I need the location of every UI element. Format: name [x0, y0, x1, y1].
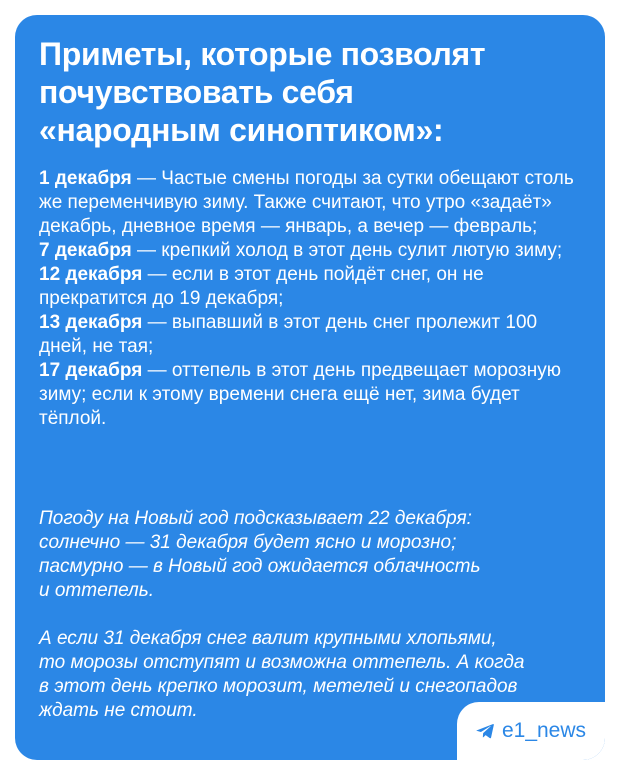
omen-entry — [39, 239, 589, 263]
omen-date: 13 декабря — [39, 312, 143, 333]
omen-date: 17 декабря — [39, 360, 143, 381]
paragraph-line: ждать не стоит. — [39, 700, 198, 721]
omen-entry — [39, 167, 589, 239]
omen-text: — крепкий холод в этот день сулит лютую зиму; — [131, 240, 563, 261]
paragraph-line: пасмурно — в Новый год ожидается облачность — [39, 556, 481, 577]
omen-text: — Частые смены погоды за сутки обещают столь же переменчивую зиму. Также считают, что утро «задаёт» декабрь, дневное время — январь, а вечер — февраль; — [39, 168, 574, 237]
paragraph-line: в этот день крепко морозит, метелей и снегопадов — [39, 676, 518, 697]
channel-badge[interactable] — [457, 702, 605, 760]
info-card — [15, 15, 605, 760]
omen-entry — [39, 359, 589, 431]
omen-entry — [39, 263, 589, 311]
paragraph-line: Погоду на Новый год подсказывает 22 декабря: — [39, 508, 472, 529]
omen-date: 7 декабря — [39, 240, 132, 261]
title-line: почувствовать себя — [39, 74, 354, 110]
paragraph-line: солнечно — 31 декабря будет ясно и морозно; — [39, 532, 457, 553]
omen-date: 12 декабря — [39, 264, 143, 285]
omen-entry — [39, 311, 589, 359]
title-line: Приметы, которые позволят — [39, 36, 486, 72]
card-title — [39, 35, 579, 149]
title-line: «народным синоптиком»: — [39, 112, 444, 148]
paragraph-line: то морозы отступят и возможна оттепель. А когда — [39, 652, 525, 673]
paragraph-line: и оттепель. — [39, 580, 155, 601]
omens-list — [39, 167, 589, 431]
new-year-paragraph — [39, 507, 589, 603]
paragraph-line: А если 31 декабря снег валит крупными хлопьями, — [39, 628, 497, 649]
omen-text: — оттепель в этот день предвещает морозную зиму; если к этому времени снега ещё нет, зима будет тёплой. — [39, 360, 562, 429]
omen-date: 1 декабря — [39, 168, 132, 189]
omen-text: — выпавший в этот день снег пролежит 100 дней, не тая; — [39, 312, 538, 357]
telegram-plane-icon — [476, 723, 494, 739]
omen-text: — если в этот день пойдёт снег, он не прекратится до 19 декабря; — [39, 264, 484, 309]
channel-name: e1_news — [501, 719, 587, 742]
